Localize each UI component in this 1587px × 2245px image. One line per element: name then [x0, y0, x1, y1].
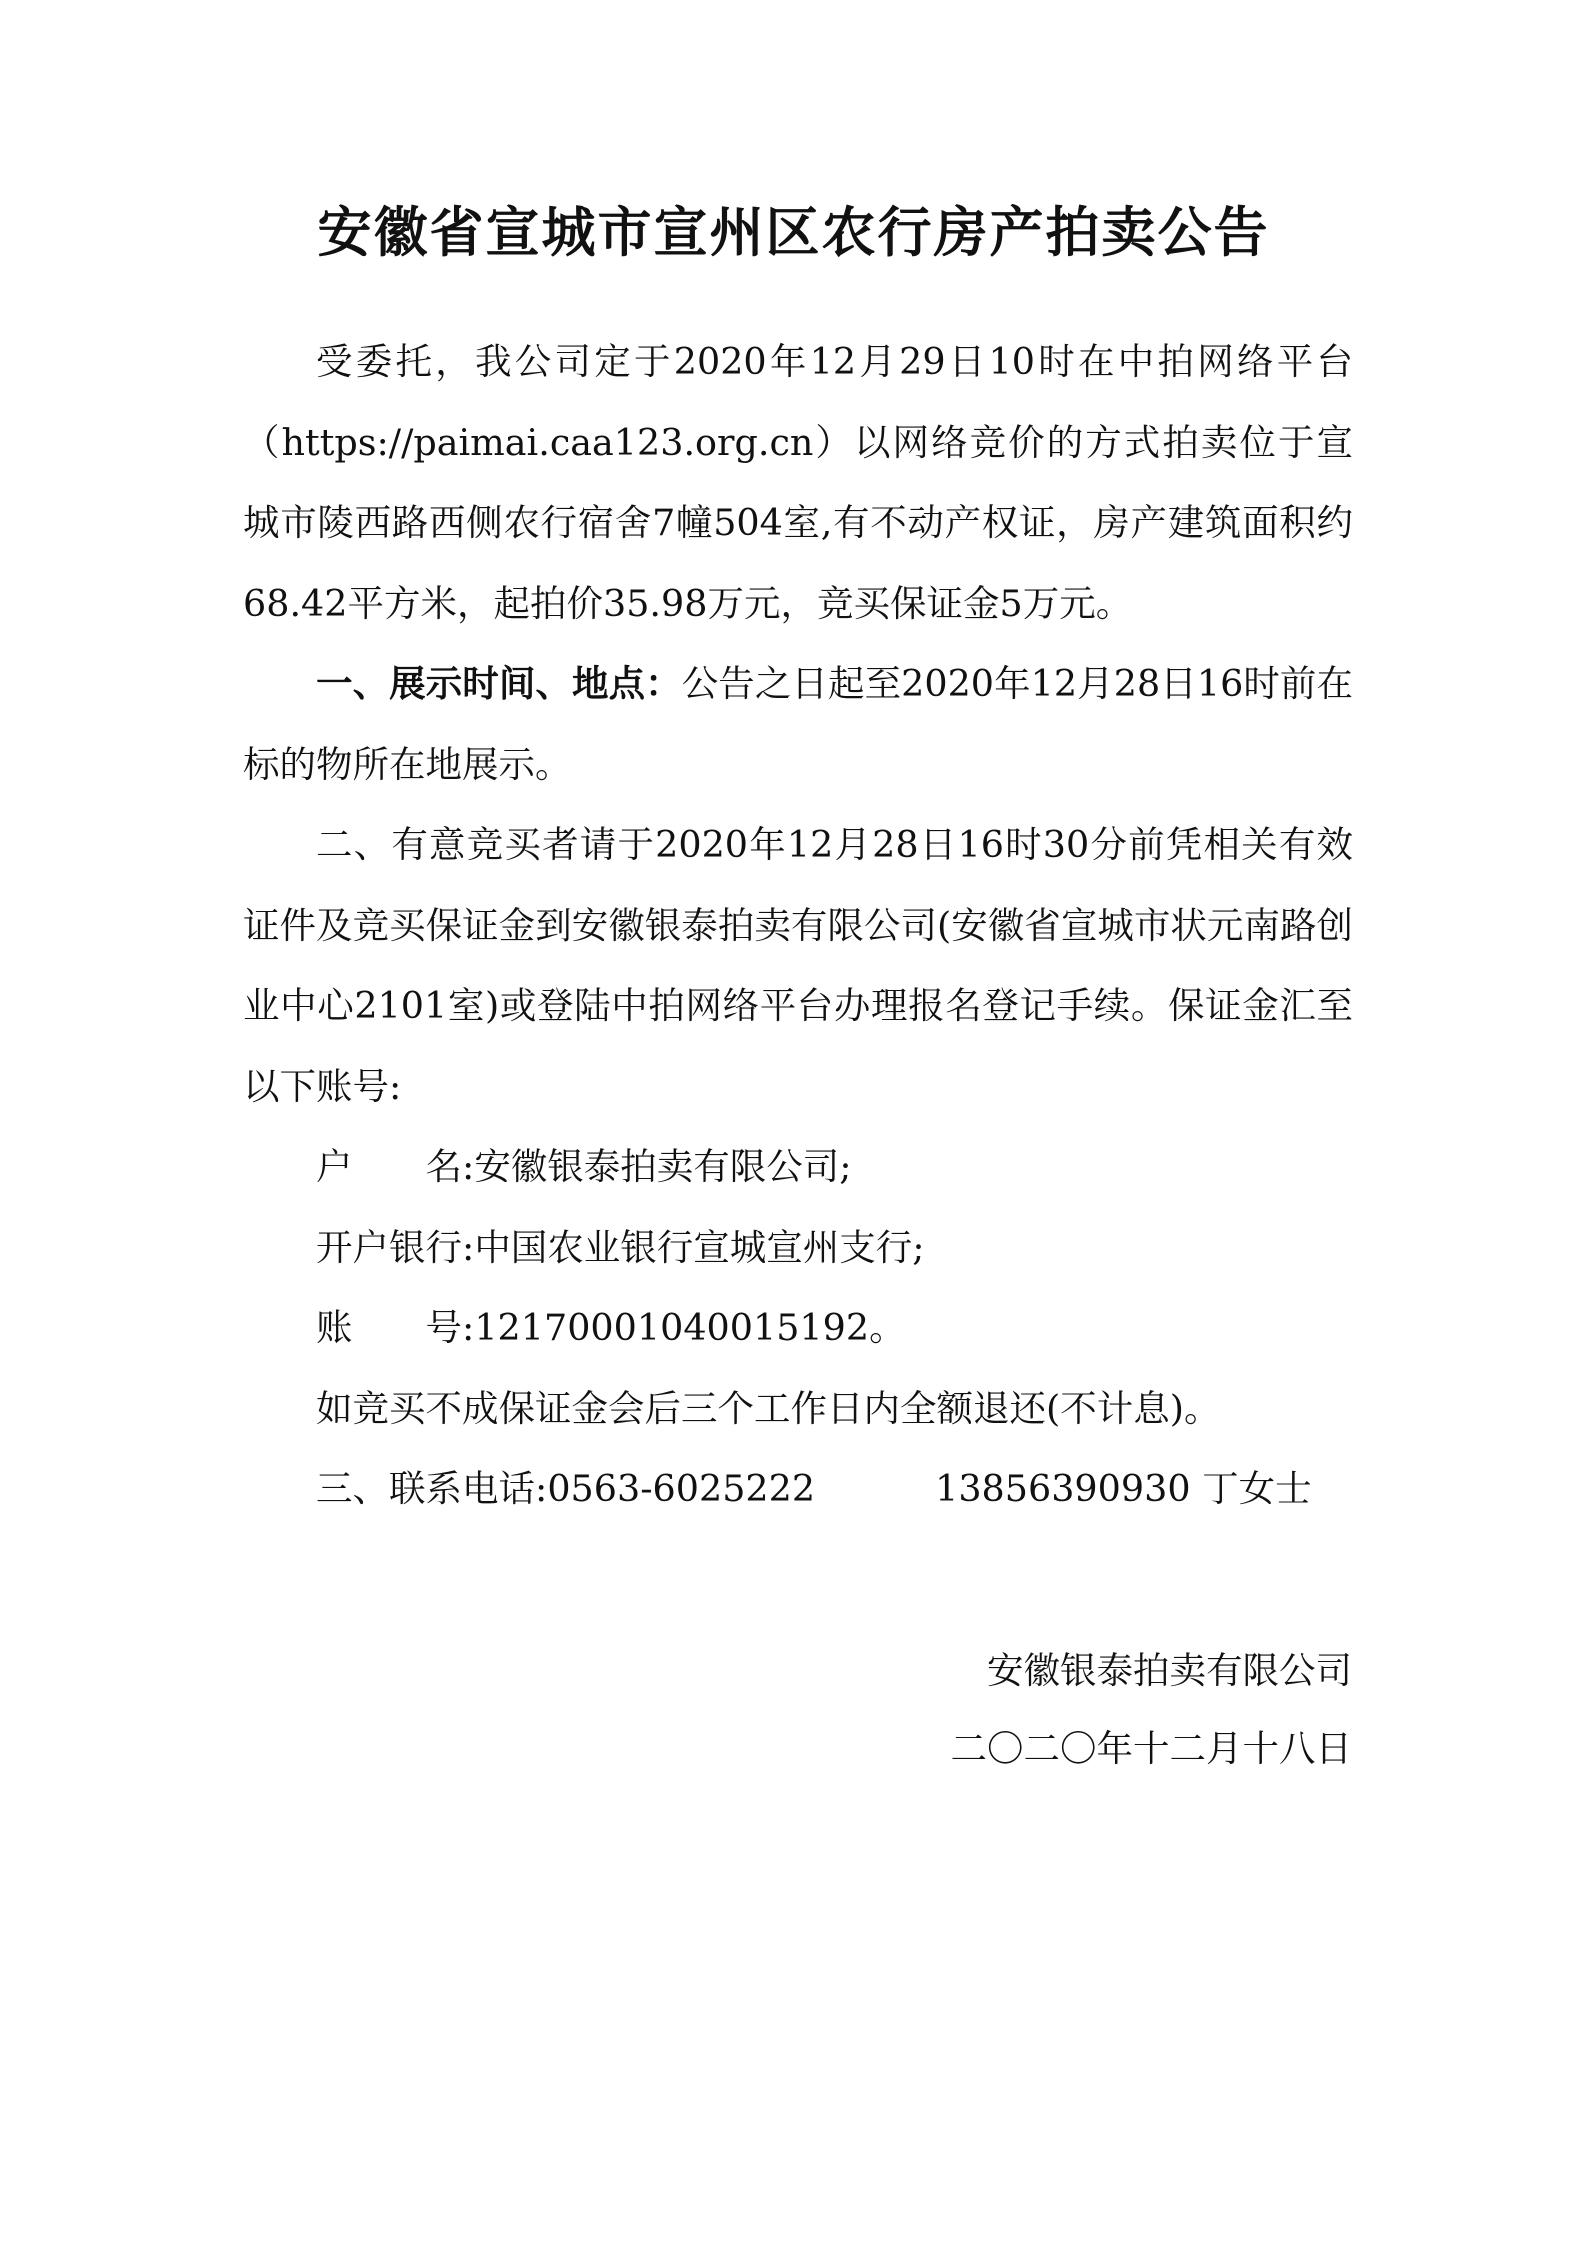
account-bank-value: 中国农业银行宣城宣州支行;	[474, 1225, 925, 1269]
account-bank-row	[243, 1208, 1353, 1289]
account-bank-label: 开户银行:	[316, 1225, 475, 1269]
section-display-heading: 一、展示时间、地点：	[316, 662, 682, 705]
account-name-row	[243, 1127, 1353, 1208]
account-number-separator: :	[462, 1306, 475, 1349]
account-number-label: 账号	[316, 1306, 462, 1349]
contact-phone-mobile: 13856390930	[935, 1467, 1191, 1510]
account-number-row	[243, 1288, 1353, 1369]
account-number-value: 12170001040015192。	[474, 1306, 906, 1349]
signature-block	[951, 1632, 1353, 1788]
intro-paragraph: 受委托，我公司定于2020年12月29日10时在中拍网络平台（https://paimai.caa123.org.cn）以网络竞价的方式拍卖位于宣城市陵西路西侧农行宿舍7幢504室,有不动产权证，房产建筑面积约68.42平方米，起拍价35.98万元，竞买保证金5万元。	[243, 340, 1353, 625]
section-contact-row	[243, 1449, 1353, 1530]
section-display-text: 公告之日起至2020年12月28日16时前在标的物所在地展示。	[243, 662, 1354, 786]
account-name-label: 户名	[316, 1145, 462, 1188]
page-title: 安徽省宣城市宣州区农行房产拍卖公告	[317, 200, 1270, 264]
account-name-separator: :	[462, 1145, 475, 1188]
signature-date: 二〇二〇年十二月十八日	[950, 1727, 1352, 1770]
signature-company: 安徽银泰拍卖有限公司	[987, 1649, 1352, 1692]
section-registration-paragraph: 二、有意竞买者请于2020年12月28日16时30分前凭相关有效证件及竞买保证金到安徽银泰拍卖有限公司(安徽省宣城市状元南路创业中心2101室)或登陆中拍网络平台办理报名登记手续。保证金汇至以下账号:	[243, 823, 1353, 1108]
section-display-paragraph	[243, 644, 1353, 805]
account-name-value: 安徽银泰拍卖有限公司;	[474, 1145, 852, 1188]
contact-label: 三、联系电话:	[316, 1467, 548, 1510]
refund-note: 如竞买不成保证金会后三个工作日内全额退还(不计息)。	[316, 1386, 1221, 1430]
contact-phone-landline: 0563-6025222	[547, 1467, 816, 1510]
contact-person: 丁女士	[1202, 1467, 1312, 1510]
announcement-body	[243, 322, 1353, 1530]
